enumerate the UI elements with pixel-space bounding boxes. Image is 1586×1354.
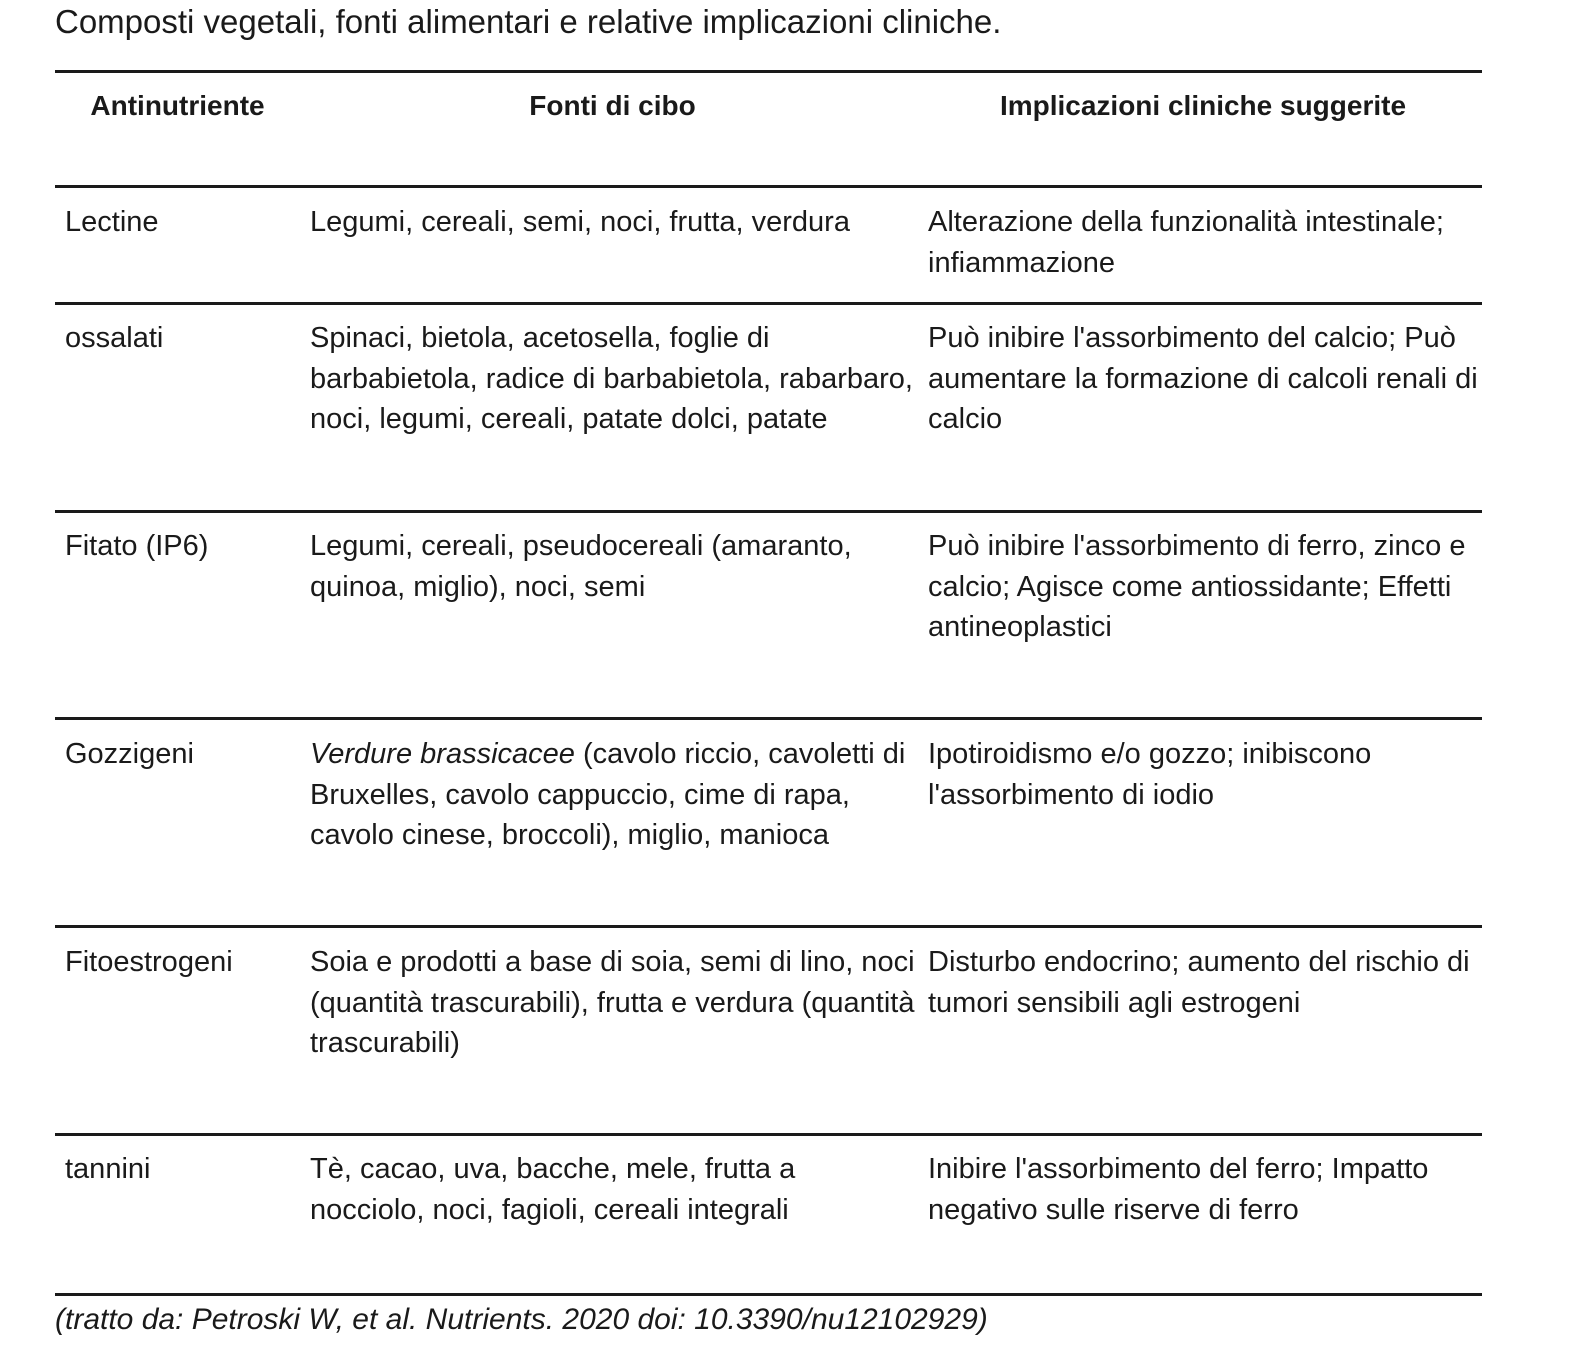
row-sources (310, 942, 915, 1064)
row-sources (310, 202, 915, 243)
table-bottom-rule (55, 1293, 1482, 1296)
header-food-sources: Fonti di cibo (529, 90, 696, 121)
row-sources (310, 734, 915, 856)
row-implications: Disturbo endocrino; aumento del rischio di tumori sensibili agli estrogeni (928, 946, 1470, 1019)
row-sources-text: Legumi, cereali, semi, noci, frutta, verdura (310, 206, 850, 238)
header-clinical-implications: Implicazioni cliniche suggerite (999, 90, 1407, 121)
row-sources-text: Tè, cacao, uva, bacche, mele, frutta a nocciolo, noci, fagioli, cereali integrali (310, 1153, 796, 1226)
row-implications: Può inibire l'assorbimento di ferro, zinco e calcio; Agisce come antiossidante; Effetti antineoplastici (928, 530, 1466, 643)
row-divider (55, 717, 1482, 720)
row-sources-text: Soia e prodotti a base di soia, semi di lino, noci (quantità trascurabili), frutta e verdura (quantità trascurabili) (310, 946, 915, 1059)
row-sources-text: Legumi, cereali, pseudocereali (amaranto, quinoa, miglio), noci, semi (310, 530, 852, 603)
row-sources-text: (cavolo riccio, cavoletti di Bruxelles, cavolo cappuccio, cime di rapa, cavolo cinese, broccoli), miglio, manioca (310, 738, 906, 851)
row-sources (310, 318, 915, 440)
table-title: Composti vegetali, fonti alimentari e relative implicazioni cliniche. (55, 3, 1002, 40)
row-sources (310, 1149, 915, 1230)
row-divider (55, 1133, 1482, 1136)
row-sources-italic: Verdure brassicacee (310, 738, 575, 770)
row-antinutrient: ossalati (65, 322, 164, 354)
table-top-rule (55, 70, 1482, 73)
row-implications: Può inibire l'assorbimento del calcio; Può aumentare la formazione di calcoli renali di calcio (928, 322, 1478, 435)
row-implications: Inibire l'assorbimento del ferro; Impatto negativo sulle riserve di ferro (928, 1153, 1429, 1226)
row-divider (55, 925, 1482, 928)
row-antinutrient: tannini (65, 1153, 151, 1185)
row-antinutrient: Gozzigeni (65, 738, 194, 770)
row-sources-text: Spinaci, bietola, acetosella, foglie di barbabietola, radice di barbabietola, rabarbaro, noci, legumi, cereali, patate dolci, patate (310, 322, 913, 435)
citation-footnote: (tratto da: Petroski W, et al. Nutrients. 2020 doi: 10.3390/nu12102929) (55, 1303, 988, 1336)
row-divider (55, 302, 1482, 305)
header-bottom-rule (55, 185, 1482, 188)
row-sources (310, 526, 915, 607)
row-implications: Ipotiroidismo e/o gozzo; inibiscono l'assorbimento di iodio (928, 738, 1372, 811)
row-divider (55, 510, 1482, 513)
row-antinutrient: Fitoestrogeni (65, 946, 233, 978)
header-antinutrient: Antinutriente (90, 90, 265, 121)
row-implications: Alterazione della funzionalità intestinale; infiammazione (928, 206, 1444, 279)
row-antinutrient: Fitato (IP6) (65, 530, 209, 562)
row-antinutrient: Lectine (65, 206, 159, 238)
